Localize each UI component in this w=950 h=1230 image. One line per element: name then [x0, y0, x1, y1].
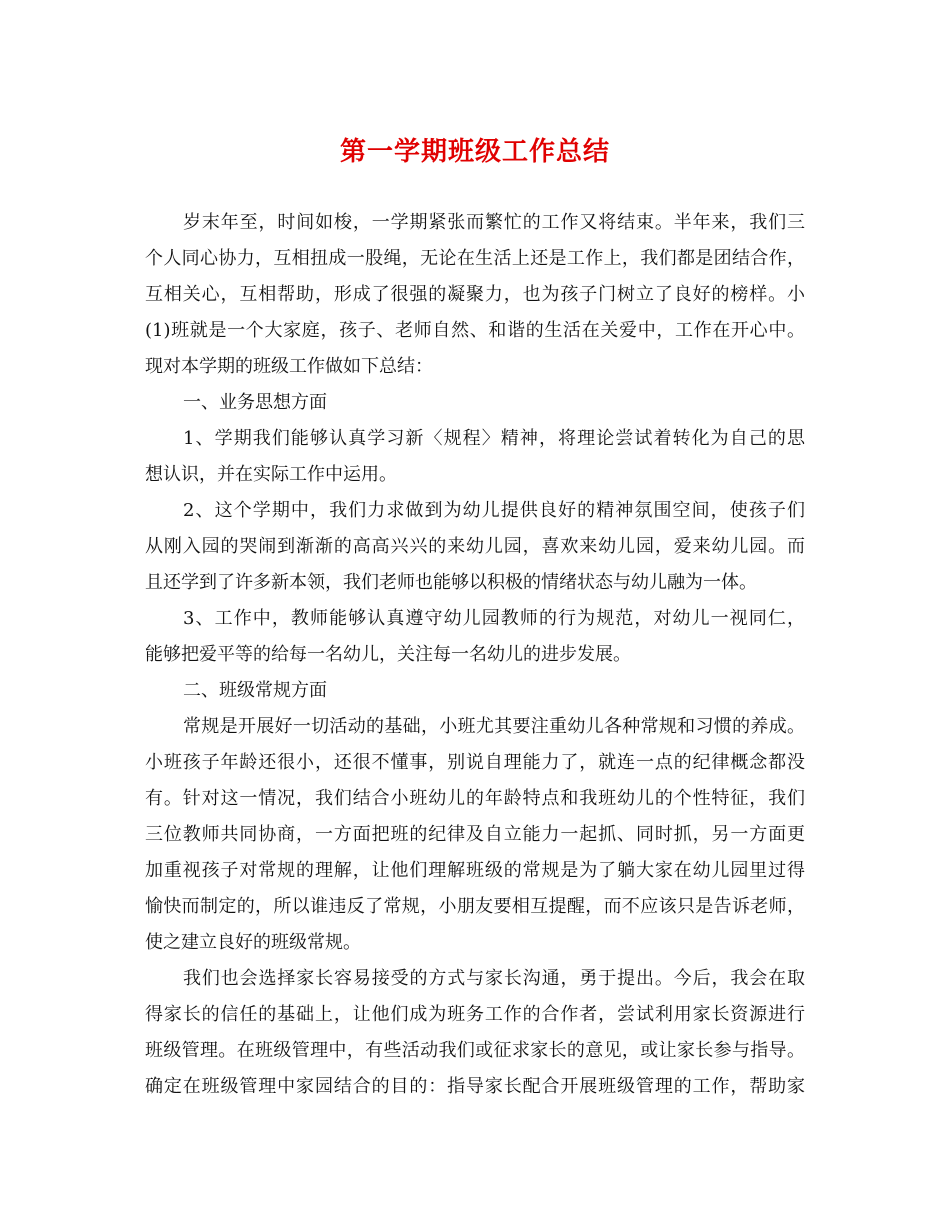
- paragraph-line: 岁末年至，时间如梭，一学期紧张而繁忙的工作又将结束。半年来，我们三: [183, 212, 805, 233]
- paragraph-line: 小班孩子年龄还很小，还很不懂事，别说自理能力了，就连一点的纪律概念都没: [145, 752, 805, 773]
- paragraph-line: 我们也会选择家长容易接受的方式与家长沟通，勇于提出。今后，我会在取: [183, 968, 805, 989]
- paragraph-line: 2、这个学期中，我们力求做到为幼儿提供良好的精神氛围空间，使孩子们: [183, 500, 805, 521]
- section-heading: 一、业务思想方面: [183, 392, 327, 413]
- paragraph-line: 现对本学期的班级工作做如下总结：: [145, 356, 433, 377]
- paragraph-line: 加重视孩子对常规的理解，让他们理解班级的常规是为了躺大家在幼儿园里过得: [145, 860, 805, 881]
- paragraph-line: 使之建立良好的班级常规。: [145, 932, 361, 953]
- paragraph-line: 得家长的信任的基础上，让他们成为班务工作的合作者，尝试利用家长资源进行: [145, 1004, 805, 1025]
- section-heading: 二、班级常规方面: [183, 680, 327, 701]
- paragraph-line: 从刚入园的哭闹到渐渐的高高兴兴的来幼儿园，喜欢来幼儿园，爱来幼儿园。而: [145, 536, 805, 557]
- paragraph-line: 互相关心，互相帮助，形成了很强的凝聚力，也为孩子门树立了良好的榜样。小: [145, 284, 805, 305]
- paragraph-line: 想认识，并在实际工作中运用。: [145, 464, 397, 485]
- paragraph-line: 能够把爱平等的给每一名幼儿，关注每一名幼儿的进步发展。: [145, 644, 631, 665]
- paragraph-line: 班级管理。在班级管理中，有些活动我们或征求家长的意见，或让家长参与指导。: [145, 1040, 805, 1061]
- paragraph-line: 且还学到了许多新本领，我们老师也能够以积极的情绪状态与幼儿融为一体。: [145, 572, 757, 593]
- document-title: 第一学期班级工作总结: [339, 137, 610, 167]
- paragraph-line: 1、学期我们能够认真学习新〈规程〉精神，将理论尝试着转化为自己的思: [183, 428, 805, 449]
- paragraph-line: 有。针对这一情况，我们结合小班幼儿的年龄特点和我班幼儿的个性特征，我们: [145, 788, 805, 809]
- paragraph-line: 确定在班级管理中家园结合的目的：指导家长配合开展班级管理的工作，帮助家: [145, 1076, 805, 1097]
- paragraph-line: 愉快而制定的，所以谁违反了常规，小朋友要相互提醒，而不应该只是告诉老师，: [145, 896, 805, 917]
- paragraph-line: 个人同心协力，互相扭成一股绳，无论在生活上还是工作上，我们都是团结合作，: [145, 248, 805, 269]
- paragraph-line: 常规是开展好一切活动的基础，小班尤其要注重幼儿各种常规和习惯的养成。: [183, 716, 805, 737]
- paragraph-line: 3、工作中，教师能够认真遵守幼儿园教师的行为规范，对幼儿一视同仁，: [183, 608, 805, 629]
- paragraph-line: (1)班就是一个大家庭，孩子、老师自然、和谐的生活在关爱中，工作在开心中。: [145, 320, 805, 341]
- paragraph-line: 三位教师共同协商，一方面把班的纪律及自立能力一起抓、同时抓，另一方面更: [145, 824, 805, 845]
